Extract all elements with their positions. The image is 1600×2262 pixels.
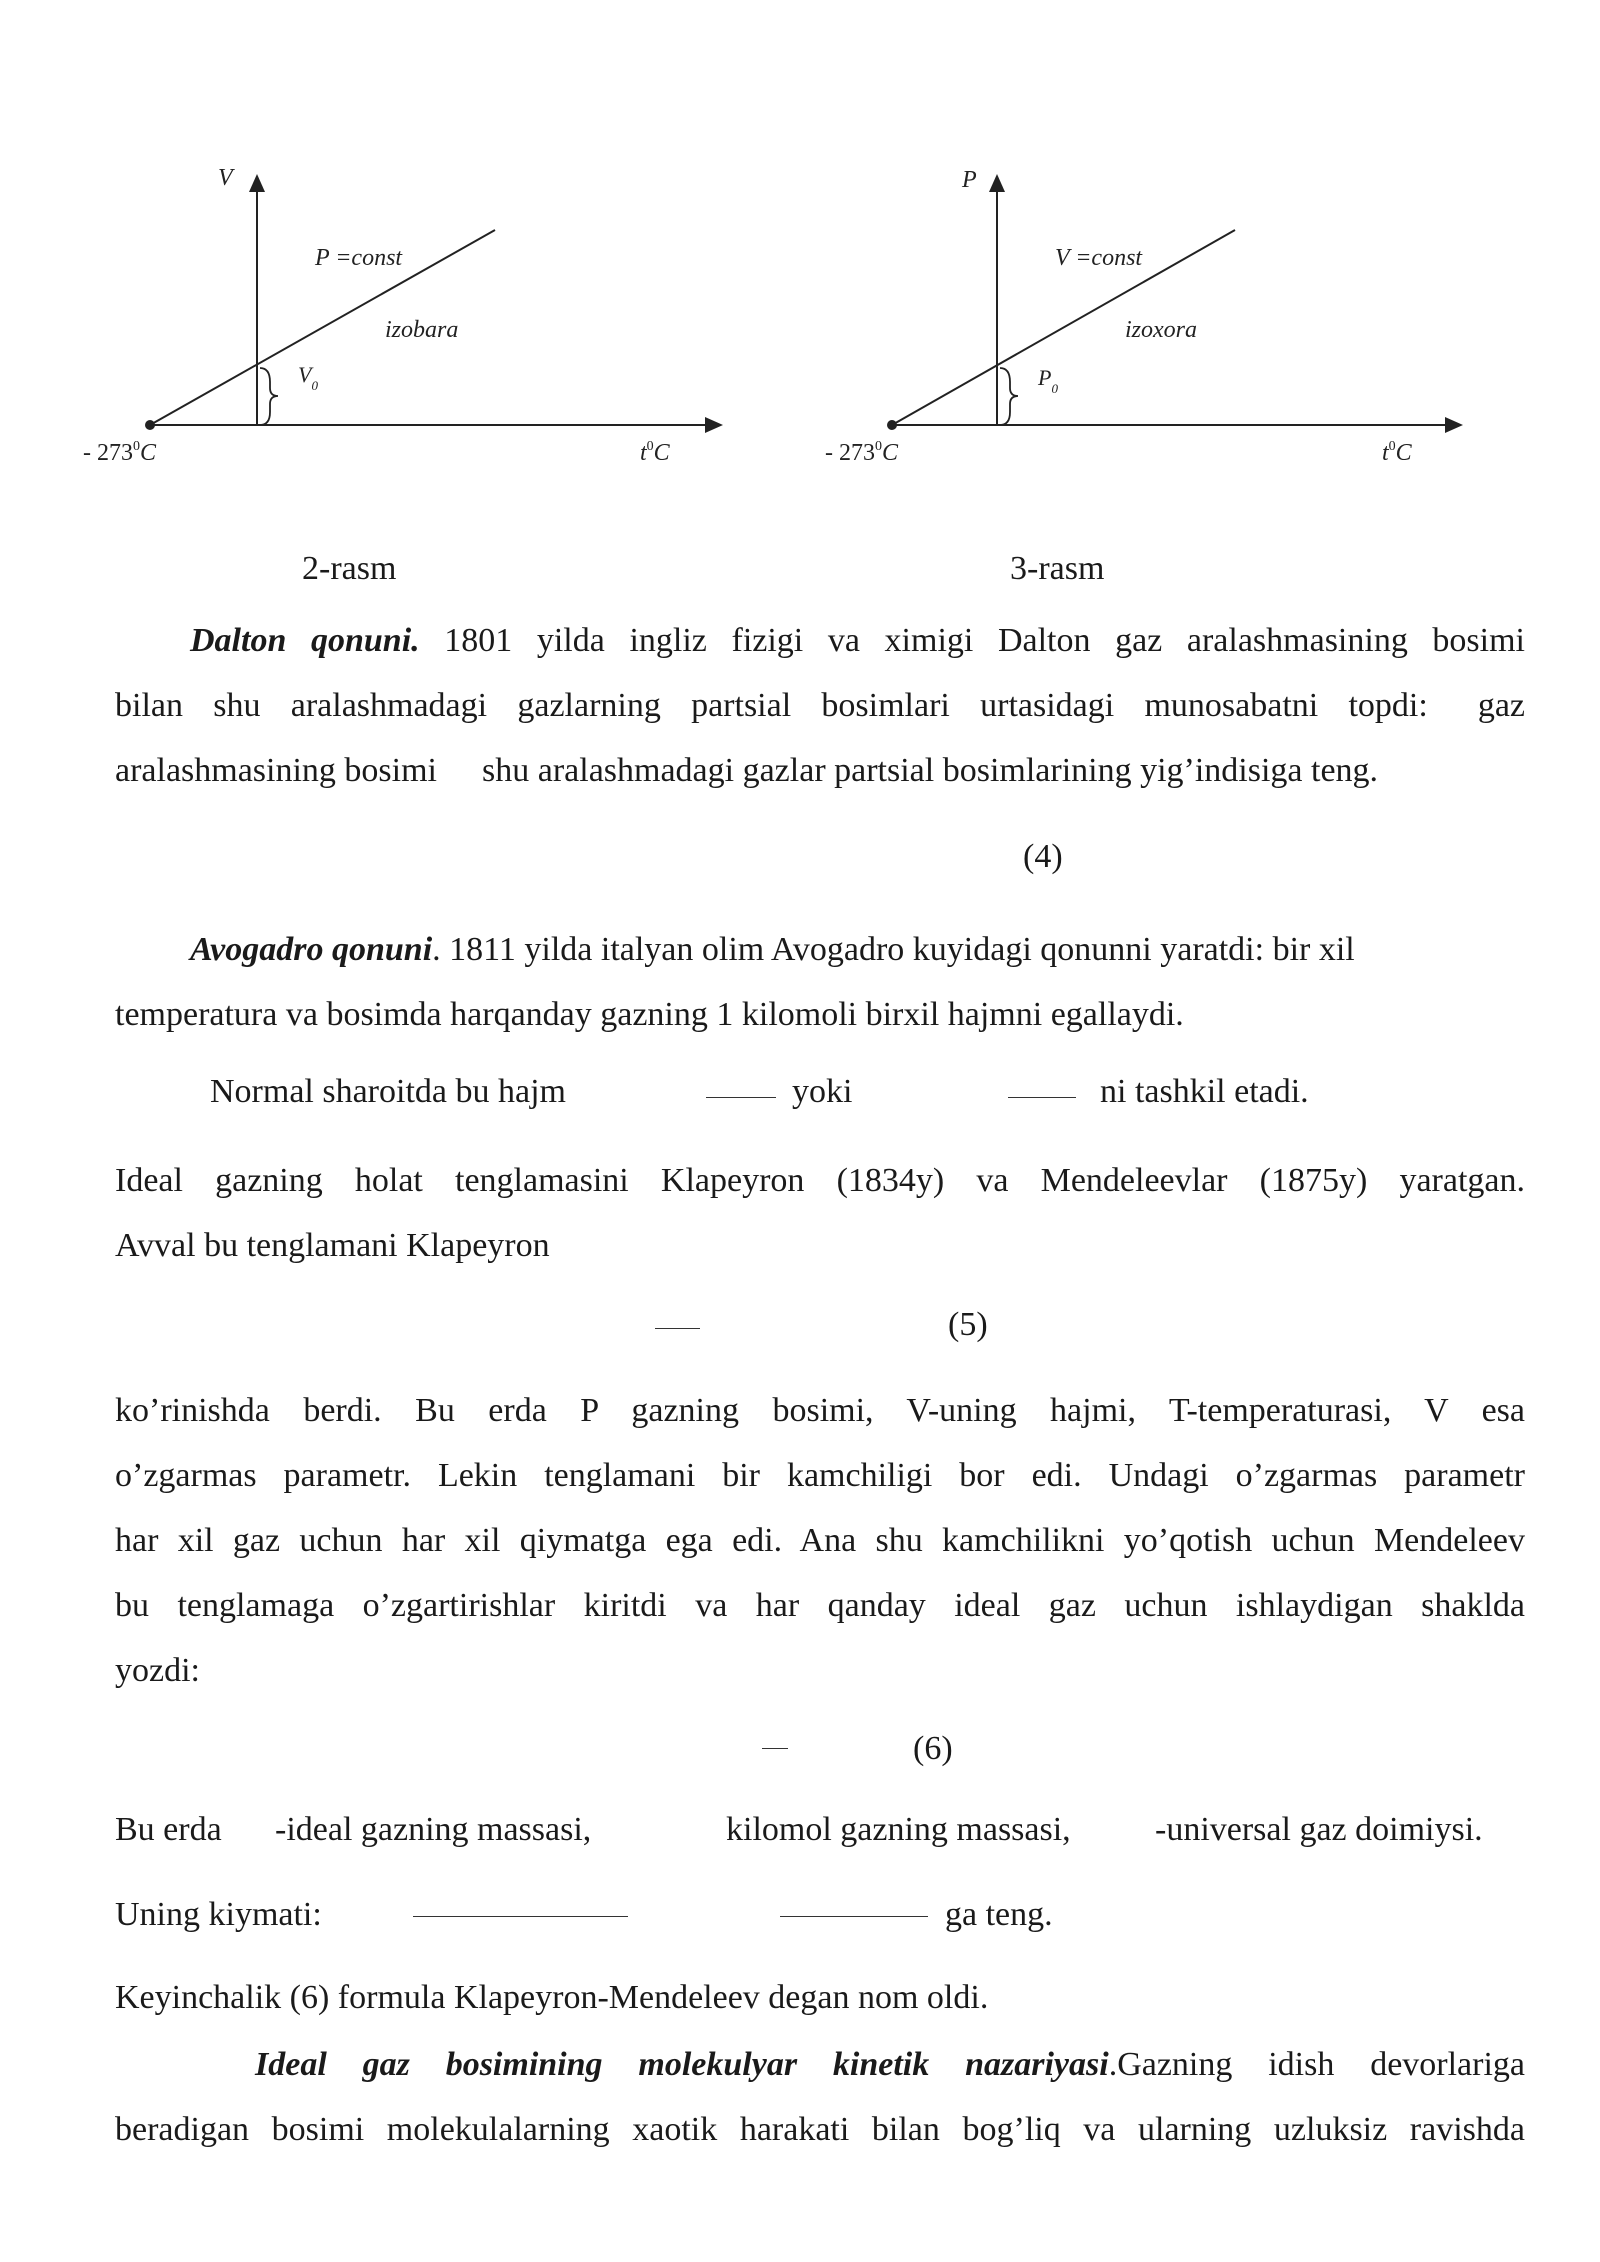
- kinetic-paragraph: Ideal gaz bosimining molekulyar kinetik nazariyasi.Gazning idish devorlariga beradigan bosimi molekulalarning xaotik harakati bilan bog’liq va ularning uzluksiz ravishda: [115, 2046, 1526, 2148]
- origin-label: - 273: [825, 440, 875, 466]
- ga-teng: ga teng.: [945, 1896, 1053, 1933]
- normal-conditions-end: ni tashkil etadi.: [1100, 1073, 1309, 1110]
- uning-kiymati: Uning kiymati:: [115, 1896, 322, 1933]
- x-axis-arrow: [1445, 417, 1463, 433]
- isochore-graph: [820, 150, 1540, 510]
- origin-point: [887, 420, 897, 430]
- svg-text:- 2730C: - $273^0C$: [83, 439, 157, 466]
- fraction-bar: [413, 1916, 628, 1917]
- fraction-bar: [706, 1097, 776, 1098]
- figure-isobar: [80, 150, 800, 510]
- klapeyron-mendeleev-note: Keyinchalik (6) formula Klapeyron-Mendeleev degan nom oldi.: [115, 1979, 989, 2016]
- origin-label: - 273: [83, 440, 133, 466]
- fraction-bar: [655, 1328, 700, 1329]
- y-axis-arrow: [249, 174, 265, 192]
- curve-label: izobara: [385, 317, 459, 343]
- x-axis-arrow: [705, 417, 723, 433]
- isobar-graph: [80, 150, 800, 510]
- svg-text:t0C: $t^0C$: [640, 439, 670, 466]
- fraction-bar: [762, 1748, 788, 1749]
- klapeyron-intro: Ideal gazning holat tenglamasini Klapeyron (1834y) va Mendeleevlar (1875y) yaratgan. Avval bu tenglamani Klapeyron: [115, 1162, 1525, 1264]
- x-axis-label: t: [640, 440, 647, 466]
- normal-conditions-line: Normal sharoitda bu hajm: [210, 1073, 566, 1110]
- intercept-label: P: [1038, 365, 1052, 390]
- x-axis-label: t: [1382, 440, 1389, 466]
- figure-caption: 3-rasm: [1010, 550, 1105, 587]
- y-axis-label: V: [218, 165, 233, 191]
- bu-erda-start: Bu erda: [115, 1811, 222, 1848]
- y-axis-label: P: [962, 167, 977, 193]
- const-label: P =const: [315, 245, 403, 271]
- svg-text:V0: $V_0$: [298, 362, 318, 393]
- fraction-bar: [1008, 1097, 1076, 1098]
- avogadro-paragraph: Avogadro qonuni. 1811 yilda italyan olim Avogadro kuyidagi qonunni yaratdi: bir xil temperatura va bosimda harqanday gazning 1 kilomoli birxil hajmni egallaydi.: [115, 931, 1355, 1033]
- y-axis-arrow: [989, 174, 1005, 192]
- kilomol-description: kilomol gazning massasi,: [726, 1811, 1071, 1848]
- normal-conditions-or: yoki: [792, 1073, 853, 1110]
- curve-label: izoxora: [1125, 317, 1197, 343]
- universal-description: -universal gaz doimiysi.: [1155, 1811, 1483, 1848]
- intercept-label: V: [298, 362, 312, 387]
- equation-number: (4): [1023, 838, 1063, 875]
- svg-text:t0C: $t^0C$: [1382, 439, 1412, 466]
- dalton-paragraph: Dalton qonuni. 1801 yilda ingliz fizigi va ximigi Dalton gaz aralashmasining bosimi bilan shu aralashmadagi gazlarning partsial bosimlari urtasidagi munosabatni topdi: gaz aralashmasining bosimi shu aralashmadagi gazlar partsial bosimlarining yig’indisiga teng.: [115, 622, 1525, 789]
- mass-description: -ideal gazning massasi,: [275, 1811, 592, 1848]
- figure-isochore: [820, 150, 1540, 510]
- svg-text:P =const: [314, 245, 403, 271]
- kinetic-title: Ideal gaz bosimining molekulyar kinetik nazariyasi: [255, 2046, 1109, 2083]
- svg-text:P0: $P_0$: [1038, 365, 1058, 396]
- intercept-brace: [1000, 368, 1018, 425]
- intercept-brace: [260, 368, 278, 425]
- origin-point: [145, 420, 155, 430]
- equation-number: (5): [948, 1306, 988, 1343]
- fraction-bar: [780, 1916, 928, 1917]
- avogadro-title: Avogadro qonuni: [190, 931, 433, 968]
- klapeyron-paragraph: ko’rinishda berdi. Bu erda P gazning bosimi, V-uning hajmi, T-temperaturasi, V esa o’zgarmas parametr. Lekin tenglamani bir kamchiligi bor edi. Undagi o’zgarmas parametr har xil gaz uchun har xil qiymatga ega edi. Ana shu kamchilikni yo’qotish uchun Mendeleev bu tenglamaga o’zgartirishlar kiritdi va har qanday ideal gaz uchun ishlaydigan shaklda yozdi:: [115, 1392, 1525, 1689]
- svg-text:V =const: [1055, 245, 1143, 271]
- svg-text:- 2730C: - $273^0C$: [825, 439, 899, 466]
- equation-number: (6): [913, 1730, 953, 1767]
- const-label: V =const: [1055, 245, 1143, 271]
- dalton-title: Dalton qonuni.: [190, 622, 420, 659]
- figure-caption: 2-rasm: [302, 550, 397, 587]
